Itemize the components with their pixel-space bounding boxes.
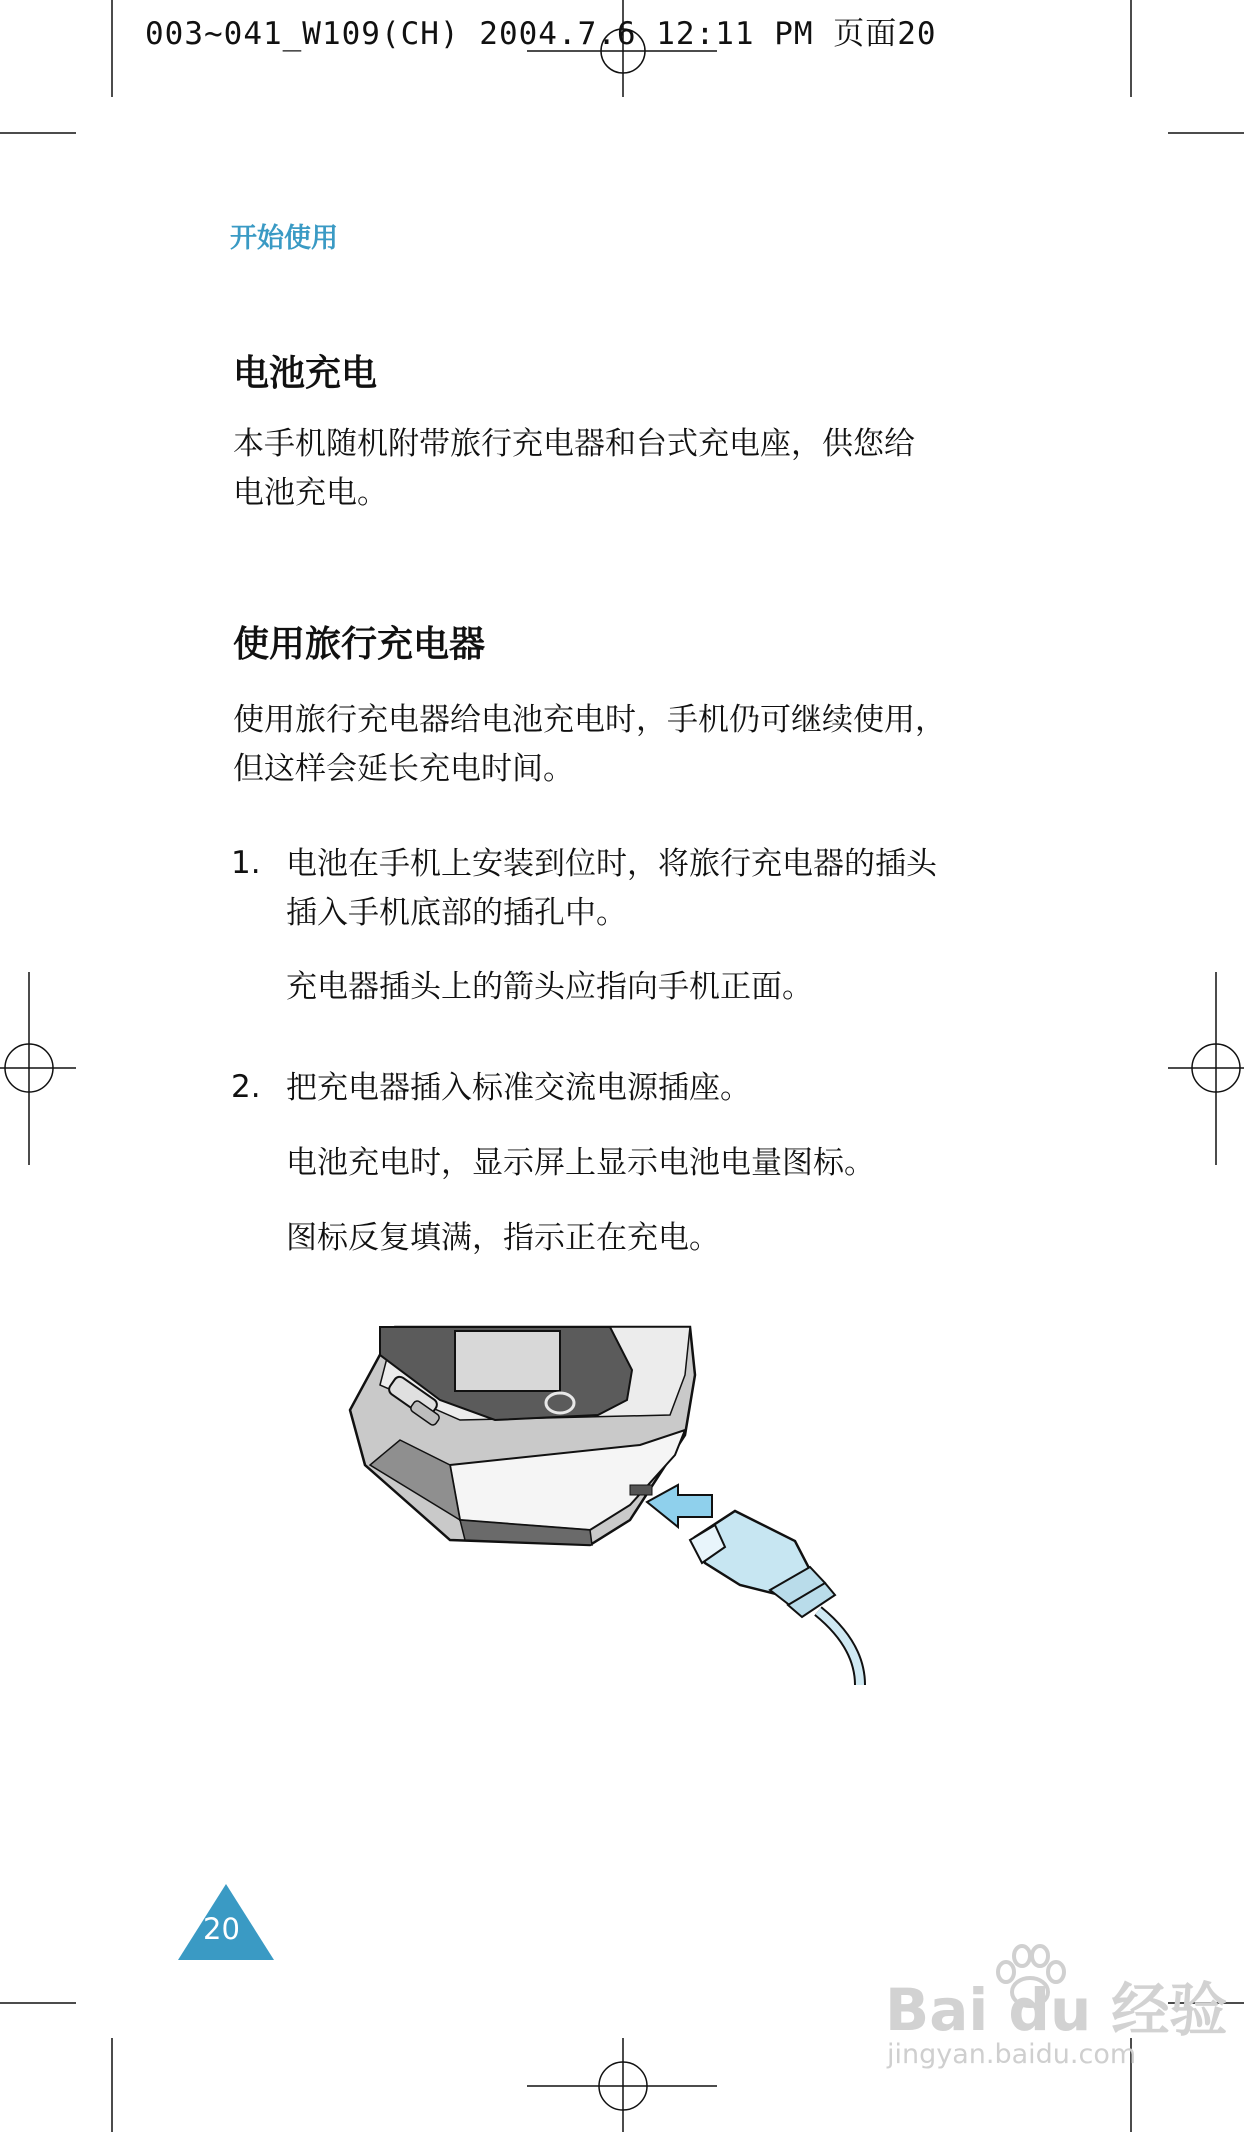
print-slug: 003~041_W109(CH) 2004.7.6 12:11 PM 页面20 (145, 16, 937, 52)
step-number: 2. (231, 1069, 261, 1105)
heading-travel-charger: 使用旅行充电器 (233, 624, 486, 665)
paragraph-travel-charger: 使用旅行充电器给电池充电时，手机仍可继续使用， 但这样会延长充电时间。 (233, 702, 946, 787)
step-2-note: 电池充电时，显示屏上显示电池电量图标。 (286, 1145, 875, 1181)
step-number: 1. (231, 845, 261, 881)
section-label: 开始使用 (230, 223, 338, 254)
watermark-logo: Bai du 经验 (885, 1976, 1228, 2044)
step-1-note: 充电器插头上的箭头应指向手机正面。 (286, 969, 813, 1005)
step-2-text: 把充电器插入标准交流电源插座。 (286, 1070, 751, 1106)
step-1-text: 电池在手机上安装到位时，将旅行充电器的插头 插入手机底部的插孔中。 (286, 846, 937, 931)
step-2-note: 图标反复填满，指示正在充电。 (286, 1220, 720, 1256)
phone-charger-illustration (340, 1315, 880, 1685)
page-number: 20 (203, 1912, 240, 1946)
heading-battery-charging: 电池充电 (233, 353, 378, 394)
watermark-url: jingyan.baidu.com (887, 2039, 1137, 2070)
paragraph-battery-intro: 本手机随机附带旅行充电器和台式充电座，供您给 电池充电。 (233, 426, 915, 511)
